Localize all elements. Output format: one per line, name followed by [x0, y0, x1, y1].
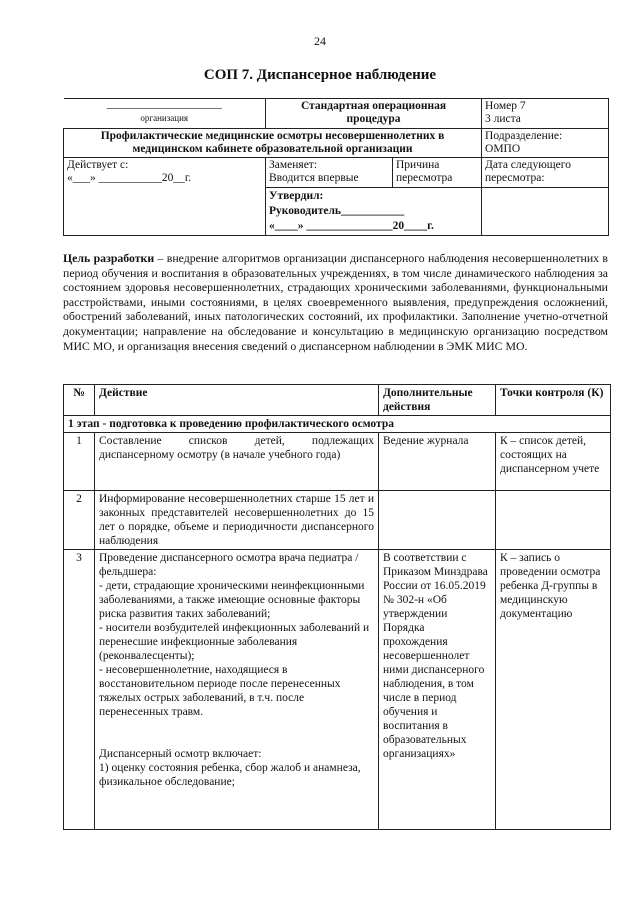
row1-control: К – список детей, состоящих на диспансерном учете — [496, 433, 611, 491]
row1-num: 1 — [64, 433, 95, 491]
col-header-action: Действие — [95, 385, 379, 416]
row1-extra: Ведение журнала — [379, 433, 496, 491]
approved-date: «____» _______________20____г. — [269, 220, 434, 232]
replaces-label: Заменяет: — [269, 159, 318, 171]
number-label: Номер 7 — [485, 100, 526, 112]
col-header-extra: Дополнительные действия — [379, 385, 496, 416]
row3-num: 3 — [64, 550, 95, 830]
next-review-cell — [482, 158, 609, 188]
approved-label: Утвердил: — [269, 190, 324, 202]
reason-label: Причина — [396, 159, 440, 171]
procedure-name-line2: медицинском кабинете образовательной организации — [132, 143, 413, 155]
row3-control: К – запись о проведении осмотра ребенка Д-группы в медицинскую документацию — [496, 550, 611, 830]
effective-cell — [64, 158, 266, 188]
effective-label: Действует с: — [67, 159, 129, 171]
replaces-value: Вводится впервые — [269, 172, 359, 184]
procedure-name-cell — [64, 129, 482, 158]
row3-action: Проведение диспансерного осмотра врача педиатра /фельдшера: - дети, страдающие хроническими неинфекционными заболеваниями, а также имеющие основные факторы риска развития таких заболеваний; - носители возбудителей инфекционных заболеваний и перенесшие инфекционные заболевания (реконвалесценты); - несовершеннолетние, находящиеся в восстановительном периоде после перенесенных тяжелых острых заболеваний, в т.ч. после перенесенных травм. — [99, 552, 370, 718]
row2-action: Информирование несовершеннолетних старше 15 лет и законных представителей несовершеннолетних до 15 лет о порядке, объеме и периодичности диспансерного наблюдения — [95, 491, 379, 550]
page-number: 24 — [314, 34, 326, 48]
next-review-value: пересмотра: — [485, 172, 545, 184]
sheets-count: 3 листа — [485, 113, 521, 125]
row3-action-part2: Диспансерный осмотр включает: 1) оценку состояния ребенка, сбор жалоб и анамнеза, физикальное обследование; — [99, 748, 361, 788]
procedure-name-line1: Профилактические медицинские осмотры несовершеннолетних в — [100, 130, 445, 142]
effective-date: «___» ___________20__г. — [67, 172, 192, 184]
sop-title-line2: процедура — [346, 113, 401, 125]
row3-action-cell — [95, 550, 379, 830]
purpose-lead: Цель разработки — [63, 251, 155, 265]
organization-label: организация — [140, 113, 189, 123]
actions-table — [63, 384, 611, 830]
row2-num: 2 — [64, 491, 95, 550]
head-signature: Руководитель___________ — [269, 205, 405, 217]
row1-action: Составление списков детей, подлежащих диспансерному осмотру (в начале учебного года) — [95, 433, 379, 491]
col-header-control: Точки контроля (К) — [496, 385, 611, 416]
sop-title-line1: Стандартная операционная — [300, 100, 447, 112]
sop-title-cell — [266, 99, 482, 129]
reason-value: пересмотра — [396, 172, 453, 184]
row2-control — [496, 491, 611, 550]
department-cell — [482, 129, 609, 158]
organization-blank: ____________________ — [106, 98, 222, 110]
approval-cell — [266, 188, 482, 236]
row2-extra — [379, 491, 496, 550]
replaces-cell — [266, 158, 393, 188]
next-review-label: Дата следующего — [485, 159, 571, 171]
empty-approval-left — [64, 188, 266, 236]
number-cell — [482, 99, 609, 129]
sop-header-table — [63, 98, 609, 236]
document-title: СОП 7. Диспансерное наблюдение — [203, 67, 437, 83]
empty-approval-right — [482, 188, 609, 236]
row3-extra: В соответствии с Приказом Минздрава России от 16.05.2019 № 302-н «Об утверждении Порядка прохождения несовершеннолет ними диспансерного наблюдения, в том числе в период обучения и воспитания в образовательных организациях» — [379, 550, 496, 830]
organization-cell — [64, 99, 266, 129]
department-value: ОМПО — [485, 143, 521, 155]
col-header-num: № — [64, 385, 95, 416]
reason-cell — [393, 158, 482, 188]
department-label: Подразделение: — [485, 130, 563, 142]
stage-1-row: 1 этап - подготовка к проведению профилактического осмотра — [64, 416, 611, 433]
purpose-text: – внедрение алгоритмов организации диспансерного наблюдения несовершеннолетних в период обучения и воспитания в образовательных учреждениях, в том числе динамического наблюдения за состоянием здоровья несовершеннолетних, страдающих хроническими заболеваниями, функциональными расстройствами, иными состояниями, в целях своевременного выявления, предупреждения осложнений, обострений заболеваний, иных патологических состояний, их профилактики. Заполнение учетно-отчетной документации; направление на обследование и консультацию в медицинскую организацию посредством МИС МО, и организация внесения сведений о диспансерном наблюдении в ЭМК МИС МО. — [63, 251, 608, 353]
purpose-paragraph — [63, 251, 608, 353]
